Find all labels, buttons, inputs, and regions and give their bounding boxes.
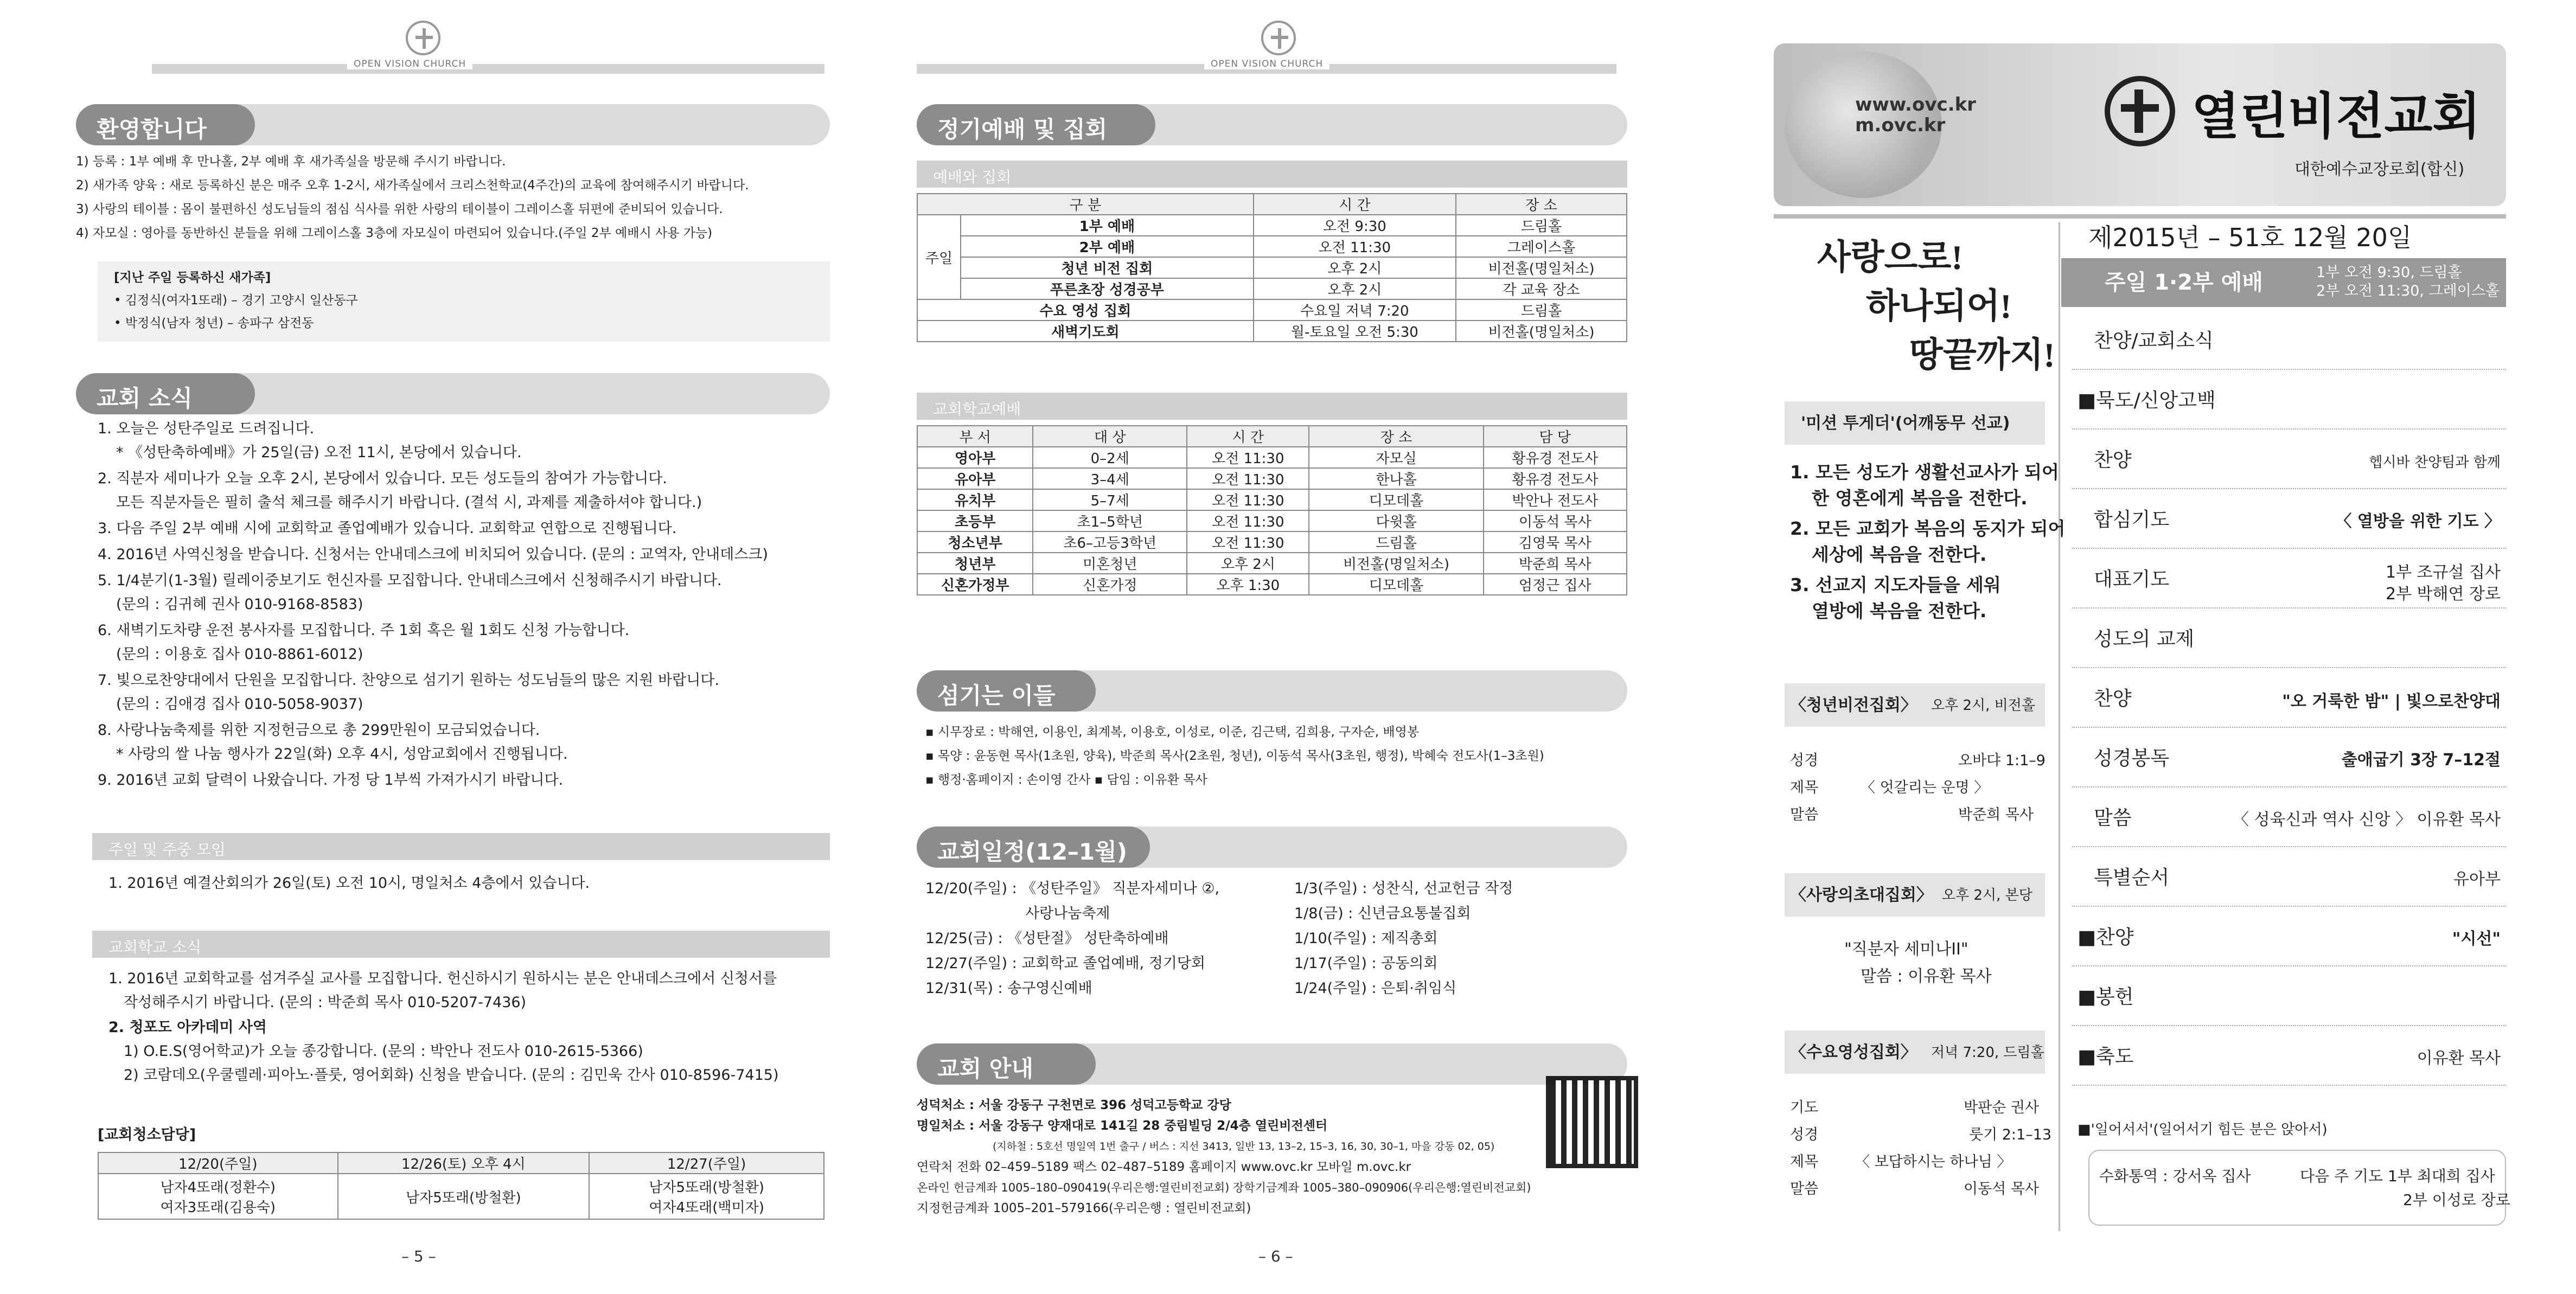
schedule-left: 사랑나눔축제 [1025,905,1110,922]
news-item: 모든 직분자들은 필히 출석 체크를 해주시기 바랍니다. (결석 시, 과제를 제출하셔야 합니다.) [116,494,702,511]
school-cell: 황유경 전도사 [1484,447,1627,468]
order-value: 이유환 목사 [2417,1049,2501,1068]
order-divider [2072,369,2506,370]
youth-value: 오바댜 1:1–9 [1958,752,2046,769]
order-label: 성경봉독 [2094,747,2170,770]
school-cell: 오전 11:30 [1187,489,1309,510]
order-value: 1부 조규설 집사 [2385,563,2501,582]
order-label: 말씀 [2094,807,2132,829]
worship-cell: 푸른초장 성경공부 [961,278,1254,299]
worship-cell: 비전홀(명일처소) [1456,321,1627,342]
worship-cell: 1부 예배 [961,215,1254,236]
schedule-right: 1/3(주일) : 성찬식, 선교헌금 작정 [1294,880,1513,897]
cleaning-cell: 남자5또래(방철환) [338,1174,590,1219]
newcomers-title: [지난 주일 등록하신 새가족] [114,271,271,285]
worship-cell: 각 교육 장소 [1456,278,1627,299]
welcome-item: 4) 자모실 : 영아를 동반하신 분들을 위해 그레이스홀 3층에 자모실이 마련되어 있습니다.(주일 2부 예배시 사용 가능) [76,226,713,240]
mission-item: 열방에 복음을 전한다. [1812,600,1987,622]
wed-title: 〈수요영성집회〉 [1790,1043,1917,1062]
schedule-right: 1/10(주일) : 제직총회 [1294,930,1438,947]
motto-line: 사랑으로! [1817,238,1963,277]
order-divider [2072,1085,2506,1086]
welcome-item: 1) 등록 : 1부 예배 후 만나홀, 2부 예배 후 새가족실을 방문해 주시기 바랍니다. [76,155,506,169]
order-label: ■봉헌 [2078,986,2134,1008]
church-logo-icon [406,21,440,55]
worship-cell: 새벽기도회 [917,321,1254,342]
school-header: 부 서 [917,426,1033,447]
school-item: 2. 청포도 아카데미 사역 [108,1019,267,1036]
order-value: 유아부 [2453,870,2501,889]
schedule-title: 교회일정(12–1월) [917,827,1150,868]
news-item: 1. 오늘은 성탄주일로 드려집니다. [98,420,315,437]
order-value: 헵시바 찬양팀과 함께 [2369,454,2501,471]
schedule-right: 1/8(금) : 신년금요통불집회 [1294,905,1471,922]
youth-label: 성경 [1790,752,1819,769]
order-divider [2072,1025,2506,1026]
worship-cell: 오전 9:30 [1254,215,1456,236]
worship-cell: 오전 11:30 [1254,236,1456,257]
worship-cell: 그레이스홀 [1456,236,1627,257]
school-cell: 3–4세 [1033,468,1187,489]
header-rule-left [152,64,824,74]
school-header: 대 상 [1033,426,1187,447]
order-divider [2072,906,2506,907]
school-header: 담 당 [1484,426,1627,447]
worship-header: 장 소 [1456,194,1627,215]
school-item: 작성해주시기 바랍니다. (문의 : 박준희 목사 010-5207-7436) [124,994,527,1011]
school-cell: 신혼가정부 [917,574,1033,595]
love-time: 오후 2시, 본당 [1942,887,2032,904]
love-item: "직분자 세미나II" [1844,940,1968,959]
school-worship-table [917,425,1627,595]
school-cell: 황유경 전도사 [1484,468,1627,489]
guide-item: 온라인 헌금계좌 1005–180–090419(우리은행:열린비전교회) 장학기금계좌 1005–380–090906(우리은행:열린비전교회) [917,1181,1531,1194]
news-item: * 사랑의 쌀 나눔 행사가 22일(화) 오후 4시, 성암교회에서 진행됩니다. [116,746,568,763]
next-prayer: 다음 주 기도 1부 최대희 집사 [2300,1167,2495,1185]
service-time: 2부 오전 11:30, 그레이스홀 [2316,283,2500,299]
school-cell: 오전 11:30 [1187,447,1309,468]
order-value: 〈 열방을 위한 기도 〉 [2335,512,2501,531]
school-cell: 김영묵 목사 [1484,531,1627,553]
youth-label: 말씀 [1790,806,1819,823]
worship-cell: 수요일 저녁 7:20 [1254,299,1456,321]
meeting-item: 1. 2016년 예결산회의가 26일(토) 오전 10시, 명일처소 4층에서 있습니다. [108,875,590,892]
news-item: (문의 : 이용호 집사 010-8861-6012) [116,646,363,663]
logo-cross [2121,104,2159,112]
order-divider [2072,488,2506,489]
header-church-name: OPEN VISION CHURCH [347,59,472,69]
worship-header: 시 간 [1254,194,1456,215]
schedule-right: 1/24(주일) : 은퇴·취임식 [1294,980,1457,997]
motto-line: 하나되어! [1866,287,2012,325]
worship-cell: 드림홀 [1456,215,1627,236]
school-news-title: 교회학교 소식 [92,931,830,958]
school-header: 시 간 [1187,426,1309,447]
school-cell: 영아부 [917,447,1033,468]
news-item: (문의 : 김귀혜 권사 010-9168-8583) [116,596,363,613]
worship-subtitle: 예배와 집회 [917,161,1627,188]
youth-value: 박준희 목사 [1958,806,2034,823]
schedule-left: 12/31(목) : 송구영신예배 [925,980,1092,997]
love-title: 〈사랑의초대집회〉 [1790,886,1933,905]
love-item: 말씀 : 이유환 목사 [1861,967,1992,986]
wed-time: 저녁 7:20, 드림홀 [1931,1045,2044,1061]
school-header: 장 소 [1309,426,1483,447]
school-cell: 이동석 목사 [1484,510,1627,531]
welcome-title: 환영합니다 [76,104,255,145]
school-cell: 엄정근 집사 [1484,574,1627,595]
mission-item: 1. 모든 성도가 생활선교사가 되어 [1790,462,2059,483]
school-cell: 오전 11:30 [1187,510,1309,531]
school-cell: 오후 2시 [1187,553,1309,574]
wed-label: 제목 [1790,1154,1819,1170]
order-label: 합심기도 [2094,509,2170,531]
schedule-left: 12/27(주일) : 교회학교 졸업예배, 정기당회 [925,955,1206,972]
school-worship-subtitle: 교회학교예배 [917,393,1627,420]
worship-cell: 오후 2시 [1254,278,1456,299]
worship-cell: 오후 2시 [1254,257,1456,278]
servers-title: 섬기는 이들 [917,670,1096,712]
order-divider [2072,965,2506,966]
school-cell: 오전 11:30 [1187,531,1309,553]
order-label: ■축도 [2078,1046,2134,1068]
order-divider [2072,727,2506,728]
header-church-name: OPEN VISION CHURCH [1204,59,1329,69]
news-item: 2. 직분자 세미나가 오늘 오후 2시, 본당에서 있습니다. 모든 성도들의 참여가 가능합니다. [98,470,667,487]
order-value: 출애굽기 3장 7–12절 [2341,751,2501,770]
newcomer: • 박정식(남자 청년) – 송파구 삼전동 [114,316,314,330]
cleaning-header: 12/20(주일) [98,1152,338,1174]
news-item: * 《성탄축하예배》가 25일(금) 오전 11시, 본당에서 있습니다. [116,444,522,461]
order-value-extra: 2부 박해연 장로 [2385,585,2501,604]
order-label: 찬양 [2094,688,2132,710]
church-logo-icon [1261,21,1296,55]
youth-time: 오후 2시, 비전홀 [1931,697,2036,714]
servers-item: ▪ 목양 : 윤동현 목사(1초원, 양육), 박준희 목사(2초원, 청년), 이동석 목사(3초원, 행정), 박혜숙 전도사(1–3초원) [925,749,1544,763]
order-divider [2072,846,2506,847]
wed-value: 박판순 권사 [1964,1099,2039,1116]
guide-title: 교회 안내 [917,1043,1096,1085]
meeting-title: 주일 및 주중 모임 [92,833,830,860]
guide-item: (지하철 : 5호선 명일역 1번 출구 / 버스 : 지선 3413, 일반 13, 13–2, 15–3, 16, 30, 30–1, 마을 강동 02, 05) [993,1141,1495,1152]
cleaning-cell: 남자5또래(방철환) 여자4또래(백미자) [589,1174,824,1219]
guide-item: 성덕처소 : 서울 강동구 구천면로 396 성덕고등학교 강당 [917,1098,1231,1112]
school-cell: 초1–5학년 [1033,510,1187,531]
school-cell: 미혼청년 [1033,553,1187,574]
mission-item: 2. 모든 교회가 복음의 동지가 되어 [1790,518,2066,539]
youth-title: 〈청년비전집회〉 [1790,696,1917,715]
welcome-item: 3) 사랑의 테이블 : 몸이 불편하신 성도님들의 점심 식사를 위한 사랑의 테이블이 그레이스홀 뒤편에 준비되어 있습니다. [76,202,723,216]
wed-value: 룻기 2:1–13 [1969,1126,2052,1143]
standing-note: ■'일어서서'(일어서기 힘든 분은 앉아서) [2078,1122,2328,1138]
schedule-right: 1/17(주일) : 공동의회 [1294,955,1438,972]
order-value: "시선" [2452,930,2501,949]
news-item: 8. 사랑나눔축제를 위한 지정헌금으로 총 299만원이 모금되었습니다. [98,722,540,739]
page-number: – 6 – [1258,1247,1293,1265]
school-cell: 드림홀 [1309,531,1483,553]
cleaning-title: [교회청소담당] [98,1126,196,1143]
worship-cell: 월-토요일 오전 5:30 [1254,321,1456,342]
school-cell: 초등부 [917,510,1033,531]
guide-item: 지정헌금계좌 1005–201–579166(우리은행 : 열린비전교회) [917,1201,1251,1215]
cover-divider [2059,222,2060,1231]
news-item: 7. 빛으로찬양대에서 단원을 모집합니다. 찬양으로 섬기기 원하는 성도님들의 많은 지원 바랍니다. [98,672,719,689]
mission-item: 세상에 복음을 전한다. [1812,544,1987,565]
schedule-left: 12/25(금) : 《성탄절》 성탄축하예배 [925,930,1169,947]
schedule-left: 12/20(주일) : 《성탄주일》 직분자세미나 ②, [925,880,1220,897]
order-divider [2072,607,2506,608]
news-item: 4. 2016년 사역신청을 받습니다. 신청서는 안내데스크에 비치되어 있습니다. (문의 : 교역자, 안내데스크) [98,546,768,563]
school-cell: 오전 11:30 [1187,468,1309,489]
worship-table [917,193,1627,342]
cleaning-header: 12/27(주일) [589,1152,824,1174]
school-item: 1. 2016년 교회학교를 섬겨주실 교사를 모집합니다. 헌신하시기 원하시는 분은 안내데스크에서 신청서를 [108,970,777,987]
school-cell: 초6–고등3학년 [1033,531,1187,553]
worship-cell: 수요 영성 집회 [917,299,1254,321]
youth-label: 제목 [1790,779,1819,796]
mission-item: 3. 선교지 지도자들을 세워 [1790,574,2001,595]
denomination: 대한예수교장로회(합신) [2294,160,2465,179]
wed-label: 성경 [1790,1126,1819,1143]
motto-line: 땅끝까지! [1909,336,2055,374]
order-divider [2072,667,2506,668]
school-item: 2) 코람데오(우쿨렐레·피아노·플룻, 영어회화) 신청을 받습니다. (문의 : 김민욱 간사 010-8596-7415) [124,1067,779,1084]
order-label: 찬양/교회소식 [2094,330,2214,352]
school-cell: 자모실 [1309,447,1483,468]
cover-top-rule [1774,214,2506,219]
worship-cell: 2부 예배 [961,236,1254,257]
order-value: 〈 성육신과 역사 신앙 〉 이유환 목사 [2233,810,2501,829]
wed-value: 〈 보답하시는 하나님 〉 [1855,1154,2012,1170]
mobile-url: m.ovc.kr [1855,114,1946,136]
news-item: 6. 새벽기도차량 운전 봉사자를 모집합니다. 주 1회 혹은 월 1회도 신청 가능합니다. [98,622,630,639]
order-label: 특별순서 [2094,867,2170,889]
guide-item: 명일처소 : 서울 강동구 양재대로 141길 28 중림빌딩 2/4층 열린비전센터 [917,1119,1328,1133]
school-cell: 한나홀 [1309,468,1483,489]
school-cell: 박안나 전도사 [1484,489,1627,510]
church-name: 열린비전교회 [2191,89,2481,144]
order-divider [2072,786,2506,787]
order-value: "오 거룩한 밤" | 빛으로찬양대 [2282,692,2501,711]
newcomer: • 김정식(여자1또래) – 경기 고양시 일산동구 [114,293,358,308]
servers-item: ▪ 행정·홈페이지 : 손이영 간사 ▪ 담임 : 이유환 목사 [925,773,1207,787]
news-title: 교회 소식 [76,373,255,414]
youth-value: 〈 엇갈리는 운명 〉 [1861,779,1989,796]
school-cell: 청년부 [917,553,1033,574]
wed-value: 이동석 목사 [1964,1181,2039,1197]
cleaning-cell: 남자4또래(정환수) 여자3또래(김용숙) [98,1174,338,1219]
school-cell: 청소년부 [917,531,1033,553]
news-item: (문의 : 김애경 집사 010-5058-9037) [116,696,363,713]
worship-title: 정기예배 및 집회 [917,104,1155,145]
order-label: ■묵도/신앙고백 [2078,389,2216,412]
school-cell: 비전홀(명일처소) [1309,553,1483,574]
wed-label: 기도 [1790,1099,1819,1116]
school-cell: 유치부 [917,489,1033,510]
school-cell: 박준희 목사 [1484,553,1627,574]
welcome-item: 2) 새가족 양육 : 새로 등록하신 분은 매주 오후 1-2시, 새가족실에서 크리스천학교(4주간)의 교육에 참여해주시기 바랍니다. [76,178,749,193]
worship-cell: 드림홀 [1456,299,1627,321]
order-label: 찬양 [2094,449,2132,471]
servers-item: ▪ 시무장로 : 박해연, 이용인, 최계복, 이용호, 이성로, 이준, 김근택, 김희용, 구자순, 배영봉 [925,725,1420,739]
ushers: 수화통역 : 강서옥 집사 [2099,1167,2251,1185]
order-label: ■찬양 [2078,926,2134,949]
order-label: 대표기도 [2094,568,2170,591]
cleaning-header: 12/26(토) 오후 4시 [338,1152,590,1174]
news-item: 9. 2016년 교회 달력이 나왔습니다. 가정 당 1부씩 가져가시기 바랍니다. [98,772,564,789]
school-cell: 디모데홀 [1309,574,1483,595]
page-number: – 5 – [401,1247,436,1265]
school-item: 1) O.E.S(영어학교)가 오늘 종강합니다. (문의 : 박안나 전도사 010-2615-5366) [124,1043,643,1060]
school-cell: 다윗홀 [1309,510,1483,531]
order-label: 성도의 교제 [2094,628,2195,650]
service-time: 1부 오전 9:30, 드림홀 [2316,264,2462,281]
order-divider [2072,428,2506,430]
school-cell: 0–2세 [1033,447,1187,468]
website-url: www.ovc.kr [1855,94,1976,116]
school-cell: 오후 1:30 [1187,574,1309,595]
news-item: 3. 다음 주일 2부 예배 시에 교회학교 졸업예배가 있습니다. 교회학교 연합으로 진행됩니다. [98,520,677,537]
mission-item: 한 영혼에게 복음을 전한다. [1812,488,2028,509]
school-cell: 디모데홀 [1309,489,1483,510]
qr-code-icon [1546,1076,1638,1168]
worship-group: 주일 [917,215,961,299]
school-cell: 유아부 [917,468,1033,489]
guide-item: 연락처 전화 02–459–5189 팩스 02–487–5189 홈페이지 www.ovc.kr 모바일 m.ovc.kr [917,1160,1411,1174]
cleaning-table [98,1152,824,1220]
worship-cell: 청년 비전 집회 [961,257,1254,278]
news-item: 5. 1/4분기(1-3월) 릴레이중보기도 헌신자를 모집합니다. 안내데스크에서 신청해주시기 바랍니다. [98,572,722,589]
worship-header: 구 분 [917,194,1254,215]
order-divider [2072,548,2506,549]
mission-title: '미션 투게더'(어깨동무 선교) [1801,414,2010,433]
worship-cell: 비전홀(명일처소) [1456,257,1627,278]
next-prayer: 2부 이성로 장로 [2403,1191,2510,1209]
service-label: 주일 1·2부 예배 [2105,270,2263,295]
wed-label: 말씀 [1790,1181,1819,1197]
issue-date: 제2015년 – 51호 12월 20일 [2088,223,2412,252]
school-cell: 5–7세 [1033,489,1187,510]
school-cell: 신혼가정 [1033,574,1187,595]
